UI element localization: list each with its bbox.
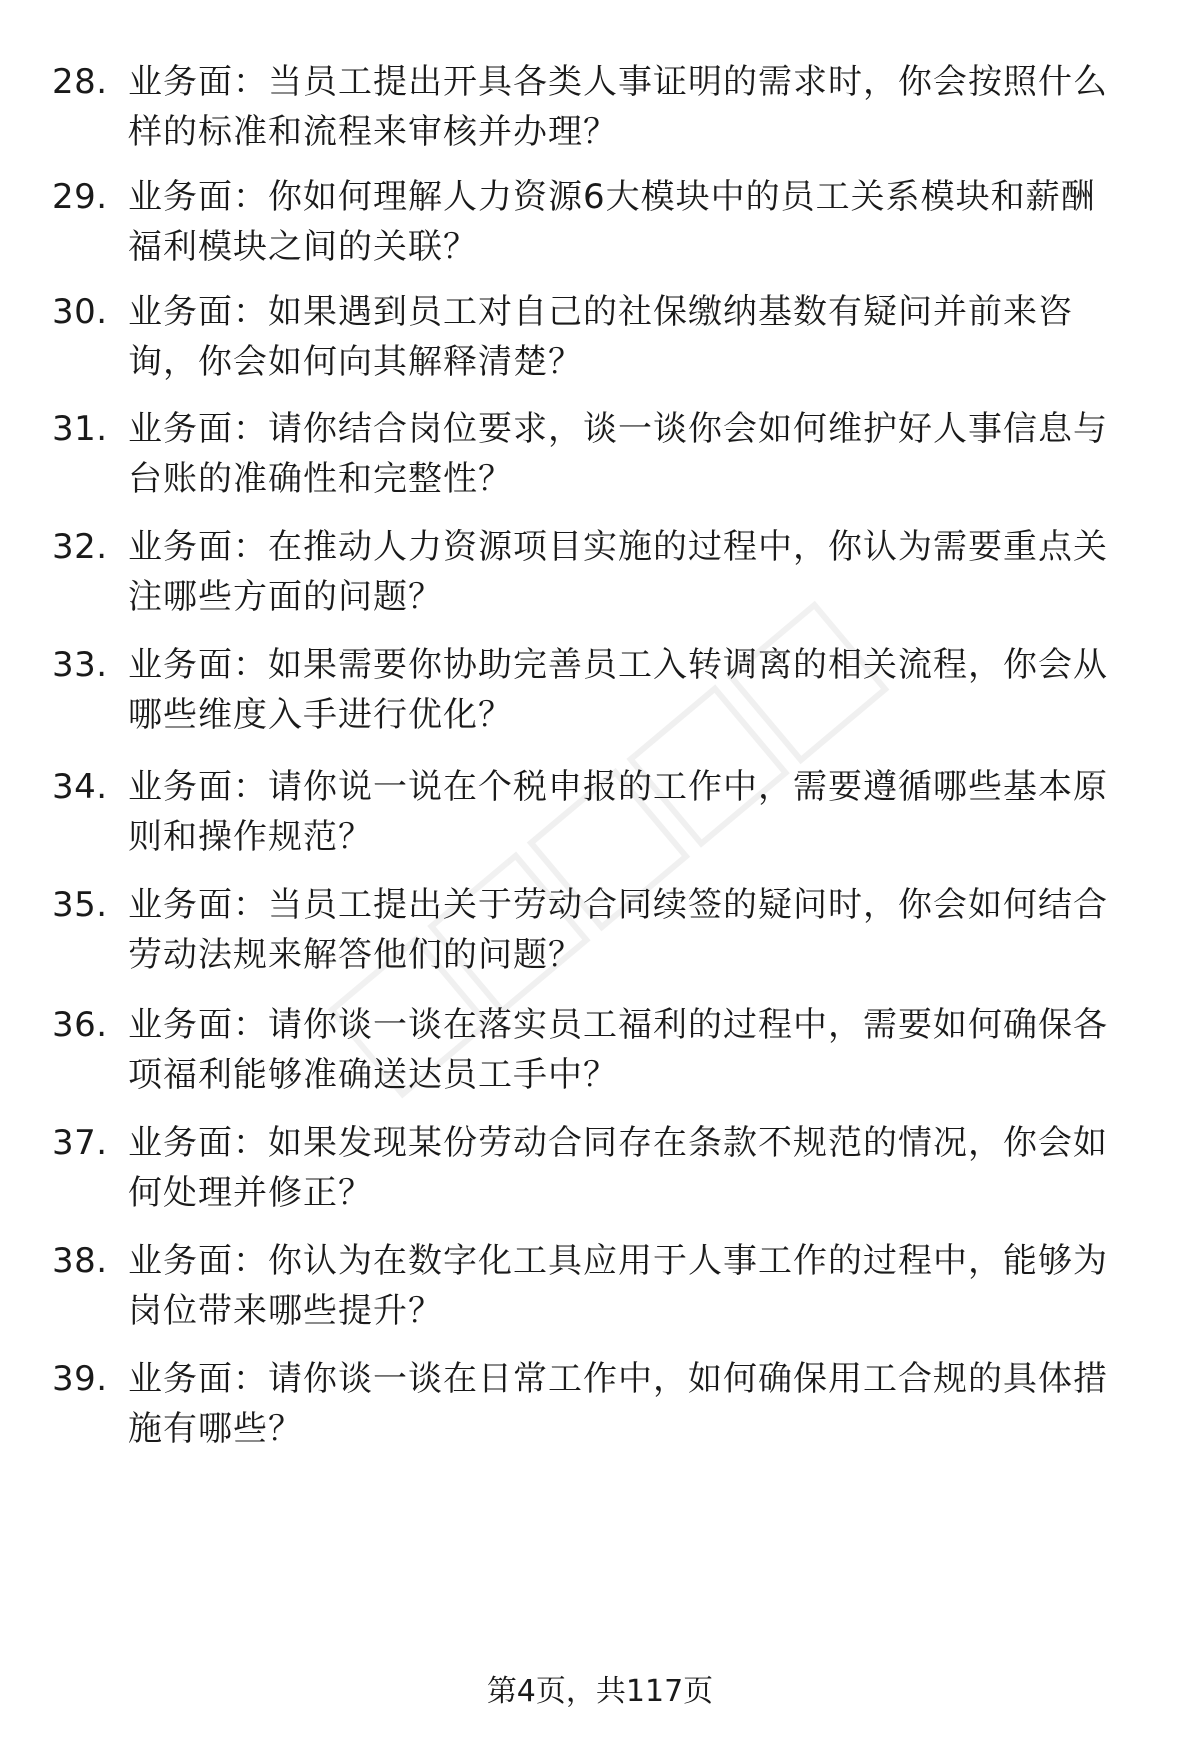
list-item xyxy=(52,880,1162,1000)
question-text: 业务面：如果发现某份劳动合同存在条款不规范的情况，你会如何处理并修正？ xyxy=(128,1123,1108,1213)
question-text: 业务面：你如何理解人力资源6大模块中的员工关系模块和薪酬福利模块之间的关联？ xyxy=(128,177,1096,267)
list-item xyxy=(52,1236,1162,1356)
question-number: 31. xyxy=(52,409,108,449)
question-text: 业务面：如果需要你协助完善员工入转调离的相关流程，你会从哪些维度入手进行优化？ xyxy=(128,645,1108,735)
question-number: 38. xyxy=(52,1241,108,1281)
list-item xyxy=(52,522,1162,642)
list-item xyxy=(52,287,1162,407)
list-item xyxy=(52,640,1162,760)
list-item xyxy=(52,172,1162,292)
list-item xyxy=(52,1118,1162,1238)
question-number: 39. xyxy=(52,1359,108,1399)
question-text: 业务面：在推动人力资源项目实施的过程中，你认为需要重点关注哪些方面的问题？ xyxy=(128,527,1108,617)
question-number: 34. xyxy=(52,767,108,807)
list-item xyxy=(52,404,1162,524)
question-text: 业务面：请你谈一谈在落实员工福利的过程中，需要如何确保各项福利能够准确送达员工手中？ xyxy=(128,1005,1108,1095)
question-number: 36. xyxy=(52,1005,108,1045)
question-number: 37. xyxy=(52,1123,108,1163)
list-item xyxy=(52,762,1162,882)
question-text: 业务面：请你谈一谈在日常工作中，如何确保用工合规的具体措施有哪些？ xyxy=(128,1359,1108,1449)
list-item xyxy=(52,1354,1162,1474)
question-text: 业务面：如果遇到员工对自己的社保缴纳基数有疑问并前来咨询，你会如何向其解释清楚？ xyxy=(128,292,1073,382)
question-number: 29. xyxy=(52,177,108,217)
list-item xyxy=(52,1000,1162,1120)
question-text: 业务面：请你说一说在个税申报的工作中，需要遵循哪些基本原则和操作规范？ xyxy=(128,767,1108,857)
question-number: 35. xyxy=(52,885,108,925)
question-number: 33. xyxy=(52,645,108,685)
question-text: 业务面：请你结合岗位要求，谈一谈你会如何维护好人事信息与台账的准确性和完整性？ xyxy=(128,409,1108,499)
question-number: 32. xyxy=(52,527,108,567)
question-number: 30. xyxy=(52,292,108,332)
question-text: 业务面：你认为在数字化工具应用于人事工作的过程中，能够为岗位带来哪些提升？ xyxy=(128,1241,1108,1331)
question-text: 业务面：当员工提出开具各类人事证明的需求时，你会按照什么样的标准和流程来审核并办理？ xyxy=(128,62,1108,152)
page-number: 第4页，共117页 xyxy=(486,1674,714,1709)
question-text: 业务面：当员工提出关于劳动合同续签的疑问时，你会如何结合劳动法规来解答他们的问题？ xyxy=(128,885,1108,975)
list-item xyxy=(52,57,1162,177)
question-number: 28. xyxy=(52,62,108,102)
